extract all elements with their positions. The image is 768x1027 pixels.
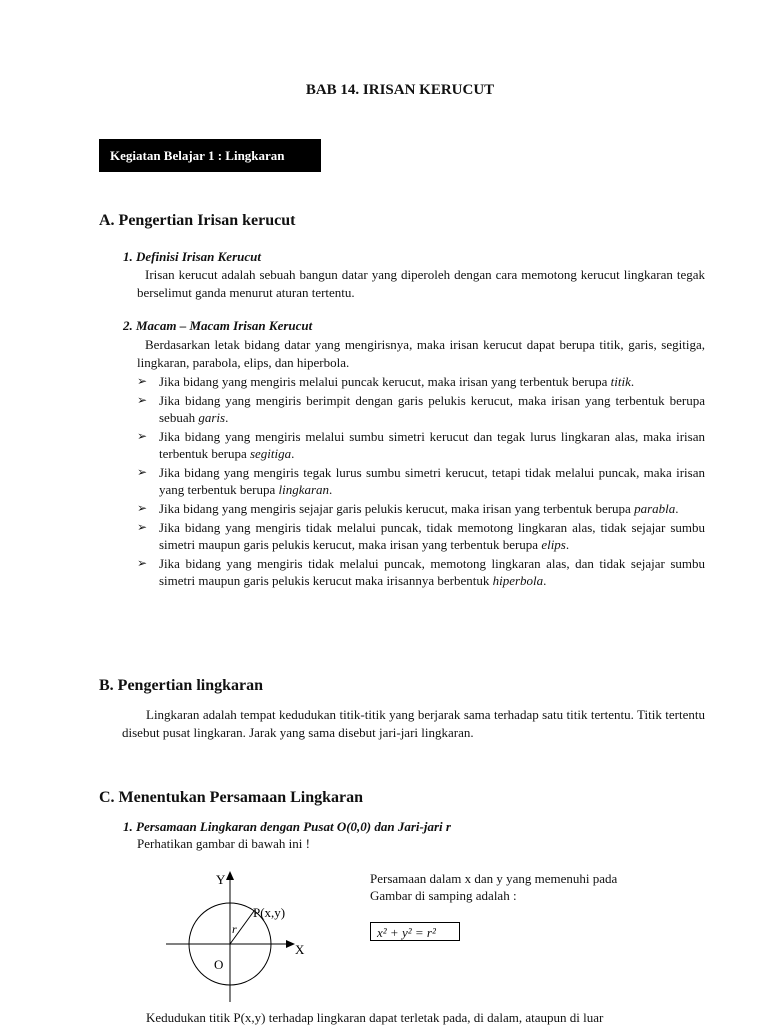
kegiatan-box: Kegiatan Belajar 1 : Lingkaran [99, 139, 321, 172]
arrow-bullet-icon: ➢ [137, 501, 148, 515]
y-axis-label: Y [216, 872, 226, 887]
section-b-text: Lingkaran adalah tempat kedudukan titik-titik yang berjarak sama terhadap satu titik tertentu. Titik tertentu disebut pusat lingkaran. Jarak yang sama disebut jari-jari lingkaran. [122, 707, 705, 740]
bottom-text: Kedudukan titik P(x,y) terhadap lingkaran dapat terletak pada, di dalam, ataupun di luar [146, 1010, 604, 1025]
list-item: ➢ Jika bidang yang mengiris melalui sumbu simetri kerucut dan tegak lurus lingkaran alas, maka irisan terbentuk berupa segitiga. [137, 429, 705, 461]
section-a-sub2: 2. Macam – Macam Irisan Kerucut [123, 318, 313, 333]
x-axis-arrow-icon [286, 940, 295, 948]
circle-figure [160, 866, 320, 1006]
y-axis-arrow-icon [226, 871, 234, 880]
list-item: ➢ Jika bidang yang mengiris tidak melalui puncak, memotong lingkaran alas, dan tidak sejajar sumbu simetri maupun garis pelukis kerucut maka irisannya berbentuk hiperbola. [137, 556, 705, 588]
page-title: BAB 14. IRISAN KERUCUT [305, 82, 495, 98]
list-item: ➢ Jika bidang yang mengiris melalui puncak kerucut, maka irisan yang terbentuk berupa titik. [137, 374, 635, 389]
section-a-sub1: 1. Definisi Irisan Kerucut [123, 249, 261, 264]
section-b-heading: B. Pengertian lingkaran [99, 677, 264, 694]
section-c-heading: C. Menentukan Persamaan Lingkaran [99, 789, 364, 806]
conic-types-list [137, 373, 705, 591]
list-item: ➢ Jika bidang yang mengiris tidak melalui puncak, tidak memotong lingkaran alas, tidak sejajar sumbu simetri maupun garis pelukis kerucut, maka irisan yang terbentuk berupa elips. [137, 520, 705, 552]
list-item: ➢ Jika bidang yang mengiris berimpit dengan garis pelukis kerucut, maka irisan yang terbentuk berupa sebuah garis. [137, 393, 705, 425]
arrow-bullet-icon: ➢ [137, 556, 148, 570]
section-a-heading: A. Pengertian Irisan kerucut [99, 212, 296, 229]
equation-box: x² + y² = r² [370, 922, 460, 941]
arrow-bullet-icon: ➢ [137, 429, 148, 443]
section-c-sub1: 1. Persamaan Lingkaran dengan Pusat O(0,0) dan Jari-jari r [123, 819, 451, 834]
arrow-bullet-icon: ➢ [137, 520, 148, 534]
arrow-bullet-icon: ➢ [137, 465, 148, 479]
section-c-sub1-text: Perhatikan gambar di bawah ini ! [137, 836, 310, 851]
side-text-2: Gambar di samping adalah : [370, 888, 517, 903]
list-item: ➢ Jika bidang yang mengiris sejajar garis pelukis kerucut, maka irisan yang terbentuk berupa parabla. [137, 501, 679, 516]
side-text-1: Persamaan dalam x dan y yang memenuhi pada [370, 871, 618, 886]
arrow-bullet-icon: ➢ [137, 374, 148, 388]
section-a-sub1-text: Irisan kerucut adalah sebuah bangun datar yang diperoleh dengan cara memotong kerucut lingkaran tegak berselimut ganda menurut aturan tertentu. [137, 267, 705, 300]
point-label: P(x,y) [253, 905, 286, 920]
radius-label: r [232, 922, 237, 936]
list-item: ➢ Jika bidang yang mengiris tegak lurus sumbu simetri kerucut, tetapi tidak melalui puncak, maka irisan yang terbentuk berupa lingkaran. [137, 465, 705, 497]
origin-label: O [214, 957, 224, 972]
section-a-sub2-text: Berdasarkan letak bidang datar yang mengirisnya, maka irisan kerucut dapat berupa titik, garis, segitiga, lingkaran, parabola, elips, dan hiperbola. [137, 337, 705, 370]
x-axis-label: X [295, 942, 305, 957]
arrow-bullet-icon: ➢ [137, 393, 148, 407]
